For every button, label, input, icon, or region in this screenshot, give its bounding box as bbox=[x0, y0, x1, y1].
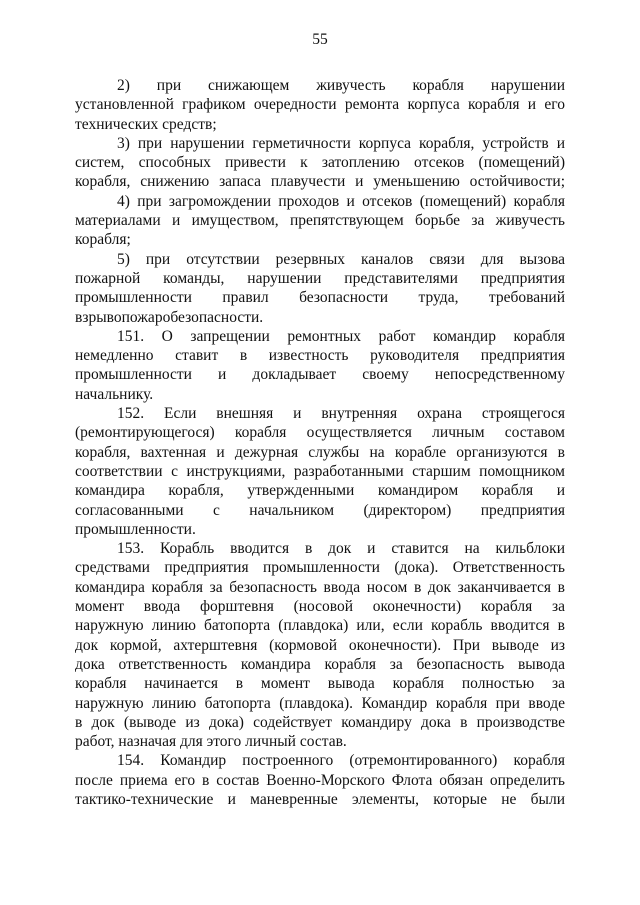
clause-151 bbox=[75, 327, 565, 404]
text-line: систем, способных привести к затоплению отсеков (помещений) bbox=[75, 154, 565, 172]
text-line: наружную линию батопорта (плавдока). Командир корабля при вводе bbox=[75, 694, 565, 712]
text-line: 154. Командир построенного (отремонтированного) корабля bbox=[117, 752, 565, 770]
text-line: корабля, вахтенная и дежурная службы на корабле организуются в bbox=[75, 443, 565, 461]
text-line: немедленно ставит в известность руководителя предприятия bbox=[75, 347, 565, 365]
text-line: док кормой, ахтерштевня (кормовой оконечности). При выводе из bbox=[75, 636, 565, 654]
text-line: (ремонтирующегося) корабля осуществляется личным составом bbox=[75, 424, 565, 442]
list-item-5 bbox=[75, 250, 565, 327]
text-line: 2) при снижающем живучесть корабля нарушении bbox=[117, 77, 565, 94]
text-line: 4) при загромождении проходов и отсеков (помещений) корабля bbox=[117, 192, 565, 210]
text-line: 153. Корабль вводится в док и ставится на кильблоки bbox=[117, 540, 565, 558]
page-number: 55 bbox=[312, 31, 328, 48]
text-line: промышленности правил безопасности труда, требований bbox=[75, 289, 565, 307]
document-body bbox=[75, 76, 565, 809]
text-line: командира корабля, утвержденными командиром корабля и bbox=[75, 482, 565, 500]
text-line: в док (выводе из дока) содействует командиру дока в производстве bbox=[75, 713, 565, 731]
clause-153 bbox=[75, 539, 565, 751]
text-line: материалами и имуществом, препятствующем борьбе за живучесть bbox=[75, 212, 565, 230]
text-line: момент ввода форштевня (носовой оконечности) корабля за bbox=[75, 598, 565, 616]
text-line: 151. О запрещении ремонтных работ командир корабля bbox=[117, 327, 565, 345]
text-line: технических средств; bbox=[75, 115, 217, 133]
text-line: 5) при отсутствии резервных каналов связи для вызова bbox=[117, 250, 565, 268]
text-line: установленной графиком очередности ремонта корпуса корабля и его bbox=[75, 96, 565, 114]
clause-152 bbox=[75, 404, 565, 539]
text-line: дока ответственность командира корабля за безопасность вывода bbox=[75, 655, 565, 673]
text-line: 3) при нарушении герметичности корпуса корабля, устройств и bbox=[117, 134, 565, 152]
text-line: промышленности и докладывает своему непосредственному bbox=[75, 366, 565, 384]
list-item-2 bbox=[75, 76, 565, 134]
text-line: взрывопожаробезопасности. bbox=[75, 308, 264, 326]
text-line: корабля, снижению запаса плавучести и уменьшению остойчивости; bbox=[75, 173, 565, 191]
text-line: работ, назначая для этого личный состав. bbox=[75, 733, 347, 751]
text-line: командира корабля за безопасность ввода носом в док заканчивается в bbox=[75, 578, 565, 596]
text-line: промышленности. bbox=[75, 520, 196, 538]
text-line: средствами предприятия промышленности (дока). Ответственность bbox=[75, 559, 565, 577]
text-line: после приема его в состав Военно-Морского Флота обязан определить bbox=[75, 771, 565, 789]
text-line: 152. Если внешняя и внутренняя охрана строящегося bbox=[117, 405, 565, 423]
text-line: наружную линию батопорта (плавдока) или, если корабль вводится в bbox=[75, 617, 565, 635]
list-item-3 bbox=[75, 134, 565, 192]
text-line: начальнику. bbox=[75, 385, 154, 403]
text-line: согласованными с начальником (директором) предприятия bbox=[75, 501, 565, 519]
text-line: корабля; bbox=[75, 231, 131, 249]
clause-154 bbox=[75, 751, 565, 809]
text-line: тактико-технические и маневренные элементы, которые не были bbox=[75, 790, 565, 808]
text-line: соответствии с инструкциями, разработанными старшим помощником bbox=[75, 462, 565, 480]
text-line: пожарной команды, нарушении представителями предприятия bbox=[75, 269, 565, 287]
list-item-4 bbox=[75, 192, 565, 250]
text-line: корабля начинается в момент вывода корабля полностью за bbox=[75, 675, 565, 693]
